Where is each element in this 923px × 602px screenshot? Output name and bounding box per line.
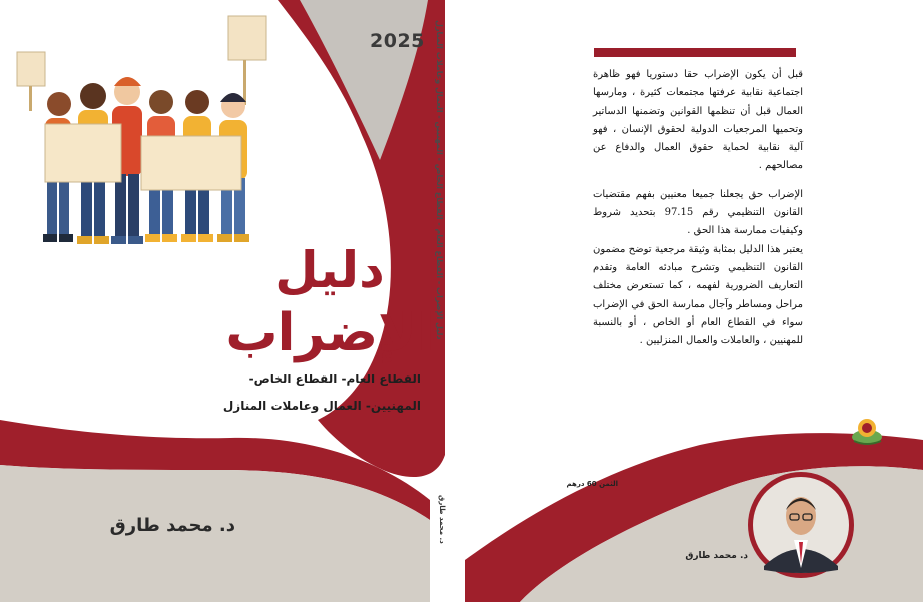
publication-year: 2025	[370, 30, 425, 52]
price-label: الثمن 60 درهم	[566, 480, 618, 488]
blurb-paragraph-3: يعتبر هذا الدليل بمثابة وثيقة مرجعية توضح مضمون القانون التنظيمي وتشرح مبادئه العامة وتقدم التعاريف الضرورية لفهمه ، كما تستعرض مختلف مراحل ومساطر وآجال ممارسة الحق في الإضراب سواء في القطاع العام أو الخاص ، أو بالنسبة للمهنيين ، والعاملات والعمال المنزليين .	[593, 243, 803, 347]
front-author-name: د. محمد طارق	[109, 515, 235, 536]
book-subtitle-line2: المهنيين- العمال وعاملات المنازل	[222, 399, 421, 413]
spine-author: د. محمد طارق	[438, 495, 446, 544]
blurb-paragraph-2: الإضراب حق يجعلنا جميعا معنيين بفهم مقتضيات القانون التنظيمي رقم 97.15 بتحديد شروط وكيفيات ممارسة هذا الحق .	[593, 188, 803, 237]
publisher-logo-icon	[848, 415, 886, 447]
author-photo	[746, 470, 856, 580]
protesters-illustration	[15, 12, 275, 260]
book-subtitle-line1: القطاع العام- القطاع الخاص-	[248, 372, 421, 386]
book-title-line1: دليل	[275, 241, 385, 299]
book-title-line2: الإضراب	[225, 303, 435, 363]
back-author-name: د. محمد طارق	[685, 551, 748, 561]
spine-title: دليل الإضراب - القطاع العام - القطاع الخاص - المهنيين - العمال وعاملات المنازل	[435, 20, 444, 340]
back-cover-blurb	[593, 66, 803, 350]
back-cover-accent-bar	[594, 48, 796, 57]
blurb-paragraph-1: قبل أن يكون الإضراب حقا دستوريا فهو ظاهرة اجتماعية نقابية عرفتها مجتمعات كثيرة ، ومارسها العمال قبل أن تنظمها القوانين وتضمنها الدساتير وتحميها المرجعيات الدولية لحقوق الإنسان ، فهو آلية نقابية لحماية حقوق العمال والدفاع عن مصالحهم .	[593, 69, 803, 172]
